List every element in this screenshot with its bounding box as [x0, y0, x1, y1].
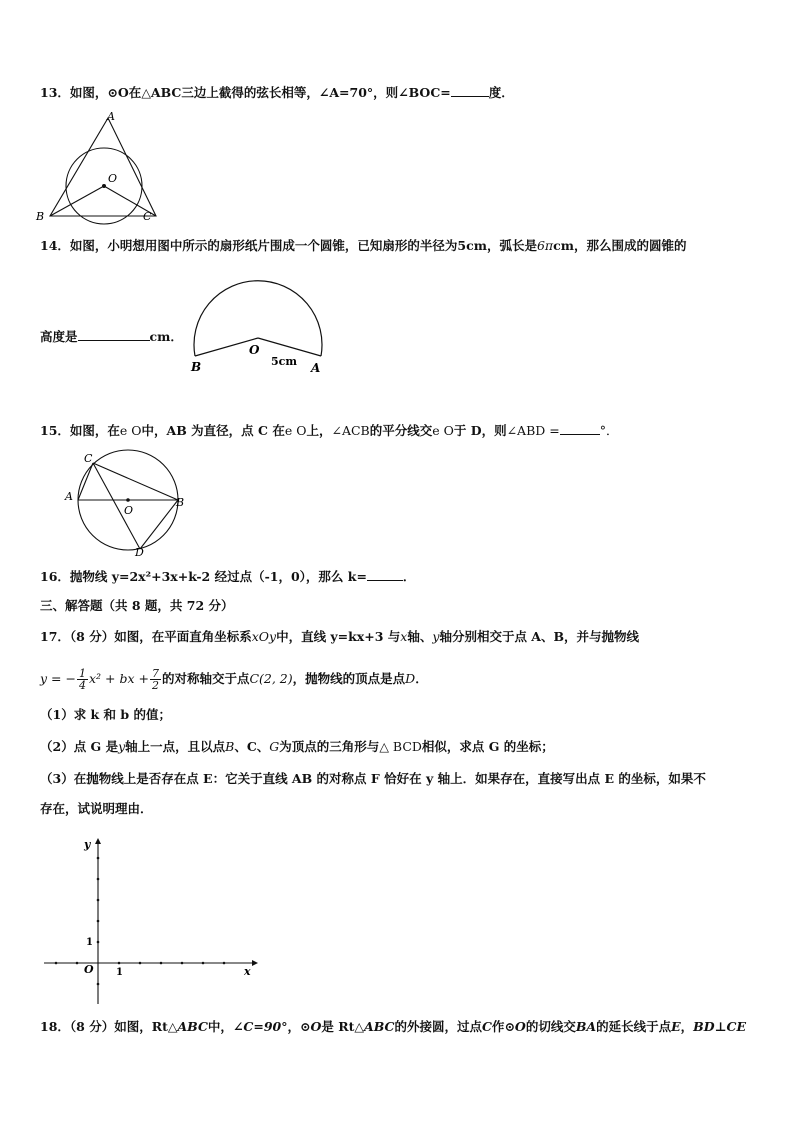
- section-heading: 三、解答题（共 8 题，共 72 分）: [40, 598, 234, 613]
- q17-text-a: 17．（8 分）如图，在平面直角坐标系: [40, 629, 252, 644]
- q18-text-b: 中，: [207, 1019, 233, 1034]
- q14-figure: [185, 272, 335, 376]
- q15-text: [40, 422, 619, 439]
- q16-text-tail: ．: [402, 569, 416, 584]
- q15-text-a: 如图，在: [69, 423, 120, 438]
- q17-eq-y: y = −: [40, 671, 76, 686]
- q15-label-o: O: [124, 504, 134, 517]
- q18-circle-2: ⊙O: [504, 1019, 526, 1034]
- q13-circle-o: ⊙O: [107, 85, 129, 100]
- q18-text-h: 的延长线于点: [596, 1019, 672, 1034]
- q17-frac1-den: 4: [78, 679, 86, 692]
- q15-number: 15．: [40, 423, 70, 438]
- q13-triangle-shape: [50, 118, 156, 216]
- q18-point-c: C: [481, 1019, 492, 1034]
- q13-label-b: B: [36, 210, 45, 223]
- q14-text-d: cm．: [149, 329, 183, 344]
- q17-point-d: D: [405, 671, 416, 686]
- q14-label-o: O: [249, 343, 260, 357]
- q15-chord-bd: [140, 500, 178, 549]
- q18-triangle-2: △ABC: [354, 1019, 395, 1034]
- q13-ob-line: [50, 186, 104, 216]
- q17-sub2-point-b: B: [225, 739, 235, 754]
- q15-label-a: A: [65, 490, 73, 503]
- q18-angle-c: ∠C=90°: [232, 1019, 288, 1034]
- q14-text-line2: [40, 328, 183, 345]
- q17-origin-label: O: [84, 963, 94, 976]
- q17-sub2-a: （2）点 G 是: [40, 739, 119, 754]
- q14-label-a: A: [311, 361, 321, 375]
- q18-text: [40, 1019, 746, 1035]
- q17-frac2-num: 7: [151, 667, 159, 680]
- q17-x-one-label: 1: [116, 967, 123, 978]
- q15-text-b: 中，AB 为直径，点 C 在: [141, 423, 285, 438]
- q18-line-ba: BA: [575, 1019, 597, 1034]
- q14-text-line1: [40, 238, 686, 254]
- q15-center-dot: [126, 498, 130, 502]
- q13-label-c: C: [143, 210, 152, 223]
- q16-answer-blank[interactable]: [367, 568, 403, 581]
- q15-circle-1: e O: [119, 423, 142, 438]
- q17-sub2-e: 相似，求点 G 的坐标；: [421, 739, 554, 754]
- q17-sub2-y: y: [118, 739, 126, 754]
- q15-text-f: °．: [599, 423, 619, 438]
- q15-label-b: B: [176, 496, 185, 509]
- q15-answer-blank[interactable]: [560, 422, 600, 435]
- q16-text: [40, 568, 415, 585]
- q14-text-c: 高度是: [40, 329, 78, 344]
- q17-point-c: C(2, 2): [249, 671, 293, 686]
- q17-x-label: x: [244, 965, 251, 978]
- q15-text-c: 上，: [306, 423, 332, 438]
- q13-center-dot: [102, 184, 106, 188]
- q15-label-d: D: [135, 546, 144, 558]
- q17-text-e: 的对称轴交于点: [161, 671, 250, 686]
- q17-sub2-g: G: [269, 739, 280, 754]
- q17-y-one-label: 1: [86, 937, 93, 948]
- q17-sub2-d: 为顶点的三角形与: [279, 739, 380, 754]
- q17-sub2-c: 、C、: [234, 739, 270, 754]
- q14-arc-length: 6π: [536, 238, 554, 253]
- q17-frac1-num: 1: [78, 667, 86, 680]
- q18-text-c: ，: [287, 1019, 300, 1034]
- q15-figure: [60, 446, 200, 558]
- q14-text-b: cm，那么围成的圆锥的: [553, 238, 687, 253]
- q18-circle-1: ⊙O: [300, 1019, 322, 1034]
- q17-eq-mid: x² + bx +: [88, 671, 149, 686]
- q17-line2: [40, 665, 428, 693]
- q13-label-a: A: [107, 110, 115, 123]
- q18-triangle-1: △ABC: [167, 1019, 208, 1034]
- q15-label-c: C: [84, 452, 93, 465]
- q13-text-d: 度．: [488, 85, 514, 100]
- q17-sub3b: 存在，试说明理由．: [40, 801, 153, 816]
- q15-text-d: 的平分线交: [369, 423, 433, 438]
- q17-y-axis-text: y: [432, 629, 440, 644]
- q17-x-arrow: [252, 960, 258, 966]
- q13-text-c: 三边上截得的弦长相等，∠A=70°，则∠BOC=: [181, 85, 451, 100]
- q14-radius-oa: [258, 338, 321, 356]
- q14-number: 14．: [40, 238, 70, 253]
- q15-circle-3: e O: [432, 423, 454, 438]
- q13-number: 13．: [40, 85, 70, 100]
- q13-text-b: 在: [128, 85, 142, 100]
- q13-text: [40, 84, 514, 101]
- q17-text-g: ．: [415, 671, 428, 686]
- q17-y-arrow: [95, 838, 101, 844]
- q18-text-a: 18．（8 分）如图，Rt: [40, 1019, 168, 1034]
- q14-answer-blank[interactable]: [78, 328, 150, 341]
- q17-x-axis-text: x: [400, 629, 408, 644]
- q15-circle-2: e O: [284, 423, 307, 438]
- q18-text-g: 的切线交: [525, 1019, 576, 1034]
- q18-bd-perp-ce: BD⊥CE: [693, 1019, 747, 1034]
- q13-figure: [30, 108, 160, 226]
- q18-text-e: 的外接圆，过点: [394, 1019, 482, 1034]
- q15-text-e: 于 D，则: [453, 423, 507, 438]
- q17-sub2: [40, 739, 554, 755]
- q15-chord-cb: [93, 463, 178, 500]
- q13-answer-blank[interactable]: [451, 84, 489, 97]
- q15-chord-ca: [78, 463, 93, 500]
- q18-point-e: E: [671, 1019, 681, 1034]
- q17-sub1: （1）求 k 和 b 的值；: [40, 707, 172, 722]
- q17-frac2-den: 2: [151, 679, 159, 692]
- q17-text-d: 轴分别相交于点 A、B，并与抛物线: [439, 629, 640, 644]
- q18-text-i: ，: [680, 1019, 694, 1034]
- q17-frac-1: [77, 668, 88, 691]
- q15-angle-acb: ∠ACB: [331, 423, 370, 438]
- q17-sub2-triangle: △ BCD: [379, 739, 422, 754]
- q14-label-radius: 5cm: [271, 355, 297, 368]
- q18-text-d: 是 Rt: [321, 1019, 355, 1034]
- q17-sub2-b: 轴上一点，且以点: [125, 739, 226, 754]
- q17-frac-2: [150, 668, 161, 691]
- q18-text-f: 作: [491, 1019, 505, 1034]
- q17-text-c: 轴、: [407, 629, 433, 644]
- q15-angle-abd: ∠ABD =: [506, 423, 560, 438]
- q14-label-b: B: [191, 360, 202, 374]
- q17-text-b: 中，直线 y=kx+3 与: [276, 629, 401, 644]
- q17-xoy: xOy: [251, 629, 277, 644]
- q13-text-a: 如图，: [69, 85, 108, 100]
- q17-coordinate-figure: [40, 836, 260, 1008]
- q14-text-a: 如图，小明想用图中所示的扇形纸片围成一个圆锥，已知扇形的半径为5cm，弧长是: [69, 238, 537, 253]
- q16-text-main: 16．抛物线 y=2x²+3x+k-2 经过点（-1，0），那么 k=: [40, 569, 367, 584]
- q13-triangle: △ABC: [141, 85, 182, 100]
- q17-line1: [40, 629, 639, 645]
- q17-sub3a: （3）在抛物线上是否存在点 E：它关于直线 AB 的对称点 F 恰好在 y 轴上．如果存在，直接写出点 E 的坐标，如果不: [40, 771, 706, 786]
- q17-text-f: ，抛物线的顶点是点: [292, 671, 406, 686]
- q13-label-o: O: [108, 172, 118, 185]
- q17-y-label: y: [84, 838, 91, 851]
